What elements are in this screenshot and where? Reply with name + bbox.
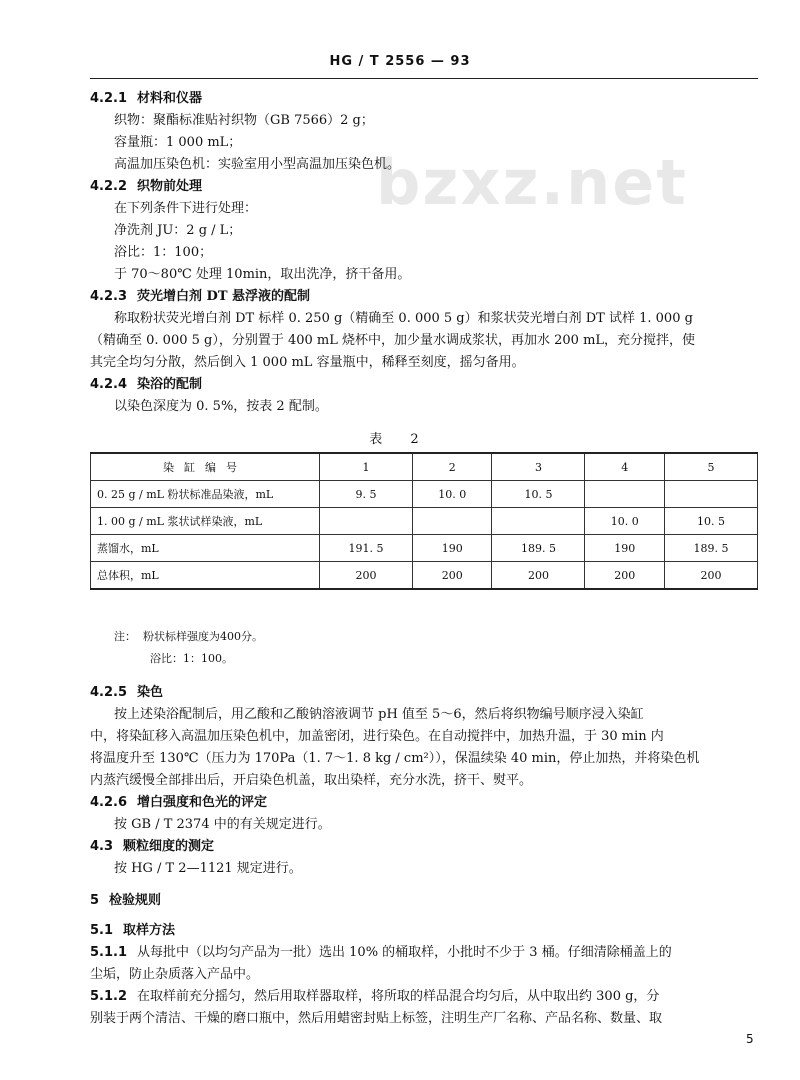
section-number: 4.2.5 <box>90 685 128 700</box>
section-number: 5 <box>90 893 100 908</box>
paragraph-line: 高温加压染色机：实验室用小型高温加压染色机。 <box>114 157 401 172</box>
table-cell <box>664 481 757 508</box>
paragraph-line: 中，将染缸移入高温加压染色机中，加盖密闭，进行染色。在自动搅拌中，加热升温，于 30 min 内 <box>90 729 664 744</box>
section-number: 4.2.3 <box>90 289 128 304</box>
table-cell <box>492 508 585 535</box>
table-column-header: 2 <box>413 453 492 481</box>
section-title: 织物前处理 <box>137 179 203 194</box>
section-title: 检验规则 <box>109 893 162 908</box>
table-row <box>91 562 758 590</box>
heading-4-3 <box>90 838 214 856</box>
table-cell: 200 <box>492 562 585 590</box>
paragraph-line: 按 GB / T 2374 中的有关规定进行。 <box>114 817 331 832</box>
table-title: 表 2 <box>369 432 431 447</box>
paragraph-line: 在下列条件下进行处理： <box>114 201 258 216</box>
watermark: bzxz.net <box>376 146 688 219</box>
table-cell: 189. 5 <box>492 535 585 562</box>
table-cell: 200 <box>413 562 492 590</box>
page-header: HG / T 2556 — 93 <box>329 54 471 69</box>
table-cell: 10. 0 <box>413 481 492 508</box>
row-label: 1. 00 g / mL 浆状试样染液，mL <box>91 508 320 535</box>
row-label: 总体积，mL <box>91 562 320 590</box>
note-label: 注： <box>114 630 136 643</box>
section-title: 染浴的配制 <box>137 377 203 392</box>
heading-5-1 <box>90 922 175 940</box>
paragraph-line: 在取样前充分摇匀，然后用取样器取样，将所取的样品混合均匀后，从中取出约 300 g，分 <box>137 989 660 1004</box>
table-cell: 9. 5 <box>320 481 413 508</box>
section-title: 颗粒细度的测定 <box>123 839 215 854</box>
table-cell: 200 <box>664 562 757 590</box>
heading-4-2-6 <box>90 794 267 812</box>
section-title: 取样方法 <box>123 923 176 938</box>
section-number: 5.1 <box>90 923 114 938</box>
table-row <box>91 508 758 535</box>
table-header-label: 染缸编号 <box>91 453 320 481</box>
table-cell <box>413 508 492 535</box>
table-cell: 191. 5 <box>320 535 413 562</box>
table-cell: 10. 5 <box>492 481 585 508</box>
table-cell <box>320 508 413 535</box>
paragraph-line: 织物：聚酯标准贴衬织物（GB 7566）2 g； <box>114 113 374 128</box>
table-cell <box>585 481 664 508</box>
paragraph-line: 内蒸汽缓慢全部排出后，开启染色机盖，取出染样，充分水洗，挤干、熨平。 <box>90 773 533 788</box>
section-number: 4.3 <box>90 839 114 854</box>
header-rule <box>90 78 758 79</box>
table-column-header: 5 <box>664 453 757 481</box>
section-number: 5.1.1 <box>90 945 128 960</box>
table-row <box>91 535 758 562</box>
paragraph-5-1-2 <box>90 988 659 1006</box>
heading-4-2-3 <box>90 288 310 306</box>
table-cell: 190 <box>585 535 664 562</box>
heading-5 <box>90 892 161 910</box>
heading-4-2-4 <box>90 376 202 394</box>
heading-4-2-2 <box>90 178 202 196</box>
table-cell: 10. 0 <box>585 508 664 535</box>
section-number: 5.1.2 <box>90 989 128 1004</box>
dye-bath-table <box>90 452 758 590</box>
section-title: 染色 <box>137 685 164 700</box>
table-cell: 200 <box>585 562 664 590</box>
paragraph-line: 将温度升至 130℃（压力为 170Pa（1. 7～1. 8 kg / cm²）），保温续染 40 min，停止加热，并将染色机 <box>90 751 700 766</box>
table-cell: 200 <box>320 562 413 590</box>
row-label: 0. 25 g / mL 粉状标准品染液，mL <box>91 481 320 508</box>
section-title: 材料和仪器 <box>137 91 203 106</box>
paragraph-line: 以染色深度为 0. 5%，按表 2 配制。 <box>114 399 328 414</box>
page-number: 5 <box>746 1032 754 1046</box>
paragraph-5-1-1 <box>90 944 672 962</box>
table-cell: 189. 5 <box>664 535 757 562</box>
paragraph-line: 尘垢，防止杂质落入产品中。 <box>90 967 260 982</box>
table-column-header: 4 <box>585 453 664 481</box>
paragraph-line: 净洗剂 JU：2 g / L； <box>114 223 242 238</box>
table-cell: 10. 5 <box>664 508 757 535</box>
note-line: 粉状标样强度为400分。 <box>143 630 263 643</box>
paragraph-line: 称取粉状荧光增白剂 DT 标样 0. 250 g（精确至 0. 000 5 g）和浆状荧光增白剂 DT 试样 1. 000 g <box>114 311 693 326</box>
table-header-row <box>91 453 758 481</box>
paragraph-line: 按上述染浴配制后，用乙酸和乙酸钠溶液调节 pH 值至 5～6，然后将织物编号顺序浸入染缸 <box>114 707 644 722</box>
section-number: 4.2.2 <box>90 179 128 194</box>
paragraph-line: 其完全均匀分散，然后倒入 1 000 mL 容量瓶中，稀释至刻度，摇匀备用。 <box>90 355 525 370</box>
paragraph-line: 按 HG / T 2—1121 规定进行。 <box>114 861 302 876</box>
paragraph-line: 别装于两个清洁、干燥的磨口瓶中，然后用蜡密封贴上标签，注明生产厂名称、产品名称、数量、取 <box>90 1011 663 1026</box>
section-number: 4.2.4 <box>90 377 128 392</box>
heading-4-2-5 <box>90 684 163 702</box>
section-title: 荧光增白剂 DT 悬浮液的配制 <box>137 289 311 304</box>
row-label: 蒸馏水，mL <box>91 535 320 562</box>
heading-4-2-1 <box>90 90 202 108</box>
paragraph-line: 从每批中（以均匀产品为一批）选出 10% 的桶取样，小批时不少于 3 桶。仔细清除桶盖上的 <box>137 945 672 960</box>
table-cell: 190 <box>413 535 492 562</box>
section-title: 增白强度和色光的评定 <box>137 795 268 810</box>
paragraph-line: 于 70～80℃ 处理 10min，取出洗净，挤干备用。 <box>114 267 411 282</box>
table-note <box>114 628 263 646</box>
paragraph-line: 浴比：1：100； <box>114 245 213 260</box>
table-row <box>91 481 758 508</box>
section-number: 4.2.1 <box>90 91 128 106</box>
section-number: 4.2.6 <box>90 795 128 810</box>
table-column-header: 3 <box>492 453 585 481</box>
paragraph-line: 容量瓶：1 000 mL； <box>114 135 242 150</box>
paragraph-line: （精确至 0. 000 5 g），分别置于 400 mL 烧杯中，加少量水调成浆状，再加水 200 mL，充分搅拌，使 <box>90 333 696 348</box>
note-line: 浴比：1：100。 <box>150 652 233 665</box>
table-column-header: 1 <box>320 453 413 481</box>
